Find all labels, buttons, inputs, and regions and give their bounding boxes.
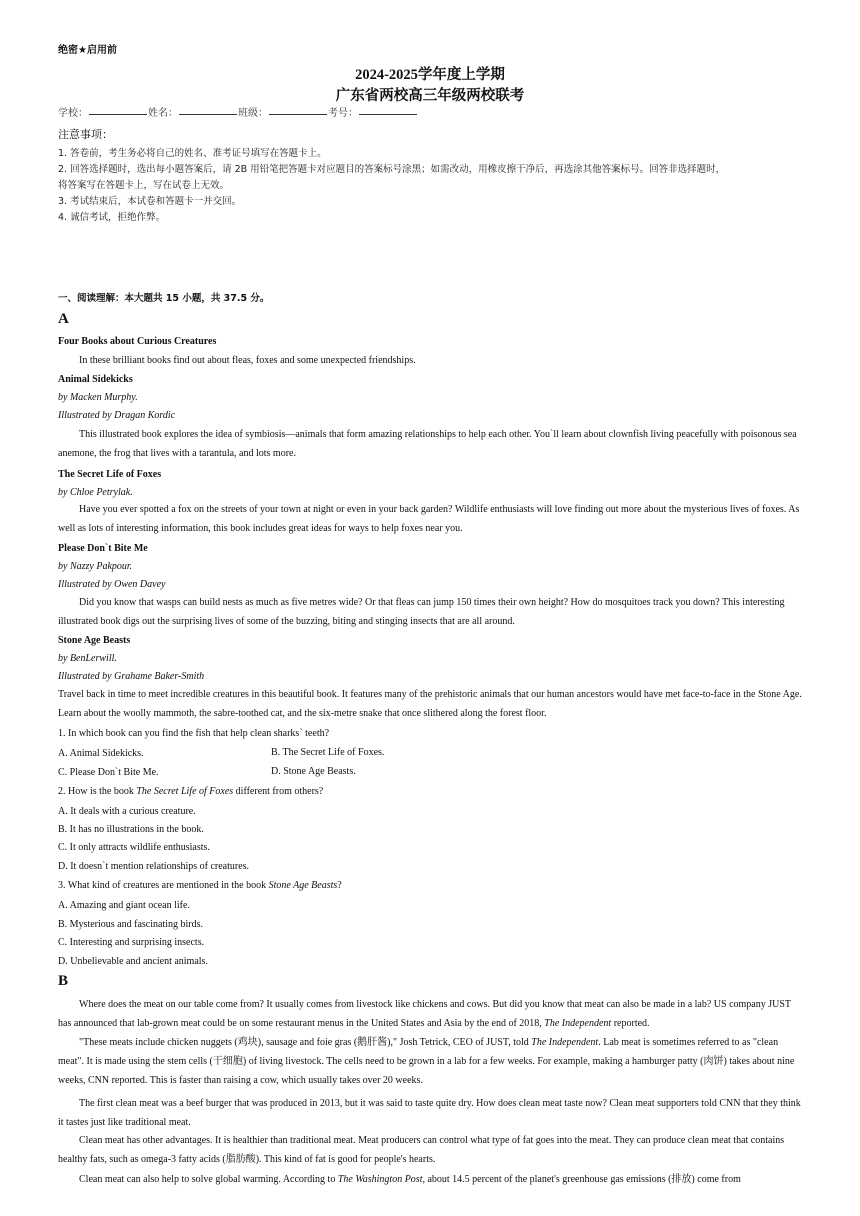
part-b-paragraph: [58, 1170, 803, 1189]
answer-option[interactable]: B. It has no illustrations in the book.: [58, 824, 204, 835]
name-field-blank[interactable]: [179, 104, 237, 115]
notice-item: 2. 回答选择题时，选出每小题答案后，请 2B 用铅笔把答题卡对应题目的答案标号涂黑；如需改动，用橡皮擦干净后，再选涂其他答案标号。回答非选择题时，: [58, 164, 726, 175]
exam-title-line2: 广东省两校高三年级两校联考: [335, 87, 525, 104]
book-title: The Secret Life of Foxes: [58, 469, 162, 480]
answer-option[interactable]: D. Unbelievable and ancient animals.: [58, 956, 208, 967]
part-a-intro: In these brilliant books find out about fleas, foxes and some unexpected friendships.: [79, 355, 416, 366]
exam-title-line1: 2024-2025学年度上学期: [355, 67, 505, 83]
book-illustrator: Illustrated by Grahame Baker-Smith: [58, 671, 205, 682]
book-author: by Chloe Petrylak.: [58, 487, 133, 498]
question-stem-text: ?: [337, 880, 342, 891]
answer-option[interactable]: A. Amazing and giant ocean life.: [58, 900, 190, 911]
question-book-title: The Secret Life of Foxes: [136, 786, 234, 797]
answer-option[interactable]: B. The Secret Life of Foxes.: [271, 747, 385, 758]
paragraph-text: Clean meat can also help to solve global warming. According to: [79, 1174, 338, 1185]
book-author: by Macken Murphy.: [58, 392, 138, 403]
question-stem-text: 2. How is the book: [58, 786, 137, 797]
book-illustrator: Illustrated by Dragan Kordic: [58, 410, 176, 421]
paragraph-text: , about 14.5 percent of the planet's greenhouse gas emissions (排放) come from: [422, 1174, 741, 1185]
answer-option[interactable]: A. It deals with a curious creature.: [58, 806, 196, 817]
paragraph-text: Where does the meat on our table come from? It usually comes from livestock like chickens and cows. But did you know that meat can also be made in a lab? US company JUST has announced that lab-grown meat could be on some restaurant menus in the United States and Asia by the end of 2018,: [58, 999, 791, 1029]
secret-mark: 绝密★启用前: [58, 45, 117, 56]
class-field-blank[interactable]: [269, 104, 327, 115]
book-description: Have you ever spotted a fox on the streets of your town at night or even in your back garden? Wildlife enthusiasts will love finding out more about the mysterious lives of foxes. As well as lots of interesting information, this book includes great ideas for ways to help foxes near you.: [58, 504, 800, 534]
book-description: This illustrated book explores the idea of symbiosis—animals that form amazing relationships to help each other. You`ll learn about clownfish living peacefully with poisonous sea anemone, the frog that lives with a tarantula, and lots more.: [58, 429, 797, 459]
notice-item: 1. 答卷前，考生务必将自己的姓名、准考证号填写在答题卡上。: [58, 148, 327, 159]
answer-option[interactable]: C. Interesting and surprising insects.: [58, 937, 205, 948]
question-stem: 1. In which book can you find the fish that help clean sharks` teeth?: [58, 728, 330, 739]
book-description: Did you know that wasps can build nests as much as five metres wide? Or that fleas can jump 150 times their own height? How do mosquitoes track you down? This interesting illustrated book digs out the surprising lives of some of the buzzing, biting and stinging insects that are all around.: [58, 597, 785, 627]
answer-option[interactable]: B. Mysterious and fascinating birds.: [58, 919, 203, 930]
part-b-paragraph: The first clean meat was a beef burger that was produced in 2013, but it was said to taste quite dry. How does clean meat taste now? Clean meat supporters told CNN that they think it tastes just like traditional meat.: [58, 1098, 801, 1128]
answer-option[interactable]: A. Animal Sidekicks.: [58, 748, 144, 759]
book-author: by BenLerwill.: [58, 653, 117, 664]
school-field-blank[interactable]: [89, 104, 147, 115]
part-b-paragraph: Clean meat has other advantages. It is healthier than traditional meat. Meat producers can control what type of fat goes into the meat. They can produce clean meat that contains healthy fats, such as omega-3 fatty acids (脂肪酸). This kind of fat is good for people's hearts.: [58, 1135, 785, 1165]
question-stem-text: different from others?: [233, 786, 324, 797]
question-stem: [58, 785, 323, 798]
part-b-paragraph: [58, 1033, 803, 1090]
paragraph-text: . Lab meat is sometimes referred to as "clean meat". It is made using the stem cells (干细胞) of living livestock. The cells need to be grown in a lab for a few weeks. For example, making a hamburger patty (肉饼) takes about nine weeks, CNN reported. This is faster than raising a cow, which usually takes over 20 weeks.: [58, 1037, 795, 1086]
book-author: by Nazzy Pakpour.: [58, 561, 133, 572]
answer-option[interactable]: C. It only attracts wildlife enthusiasts.: [58, 842, 210, 853]
notice-item: 将答案写在答题卡上，写在试卷上无效。: [58, 180, 230, 191]
part-a-letter: A: [58, 311, 69, 327]
paragraph-text: reported.: [611, 1018, 650, 1029]
name-field-label: 姓名：: [148, 108, 178, 119]
book-description: Travel back in time to meet incredible creatures in this beautiful book. It features many of the prehistoric animals that our human ancestors would have met face-to-face in the Stone Age. Learn about the woolly mammoth, the sabre-toothed cat, and the six-metre snake that once slithered along the forest floor.: [58, 689, 802, 719]
section-heading: 一、阅读理解：本大题共 15 小题，共 37.5 分。: [58, 293, 270, 304]
answer-option[interactable]: C. Please Don`t Bite Me.: [58, 767, 159, 778]
answer-option[interactable]: D. It doesn`t mention relationships of creatures.: [58, 861, 250, 872]
source-name: The Independent: [544, 1018, 612, 1029]
book-title: Animal Sidekicks: [58, 374, 133, 385]
source-name: The Independent: [531, 1037, 599, 1048]
book-title: Please Don`t Bite Me: [58, 543, 148, 554]
exam-number-field-blank[interactable]: [359, 104, 417, 115]
notice-heading: 注意事项：: [58, 128, 113, 141]
notice-item: 4. 诚信考试，拒绝作弊。: [58, 212, 166, 223]
part-a-title: Four Books about Curious Creatures: [58, 336, 217, 347]
student-info-fields: [58, 104, 418, 119]
class-field-label: 班级：: [238, 108, 268, 119]
book-title: Stone Age Beasts: [58, 635, 131, 646]
book-illustrator: Illustrated by Owen Davey: [58, 579, 166, 590]
notice-item: 3. 考试结束后，本试卷和答题卡一并交回。: [58, 196, 242, 207]
question-stem-text: 3. What kind of creatures are mentioned in the book: [58, 880, 269, 891]
source-name: The Washington Post: [337, 1174, 423, 1185]
answer-option[interactable]: D. Stone Age Beasts.: [271, 766, 356, 777]
question-stem: [58, 879, 342, 892]
part-b-letter: B: [58, 973, 69, 989]
school-field-label: 学校：: [58, 108, 88, 119]
question-book-title: Stone Age Beasts: [268, 880, 338, 891]
part-b-paragraph: [58, 995, 803, 1033]
paragraph-text: "These meats include chicken nuggets (鸡块), sausage and foie gras (鹅肝酱)," Josh Tetrick, CEO of JUST, told: [79, 1037, 532, 1048]
exam-number-field-label: 考号：: [328, 108, 358, 119]
